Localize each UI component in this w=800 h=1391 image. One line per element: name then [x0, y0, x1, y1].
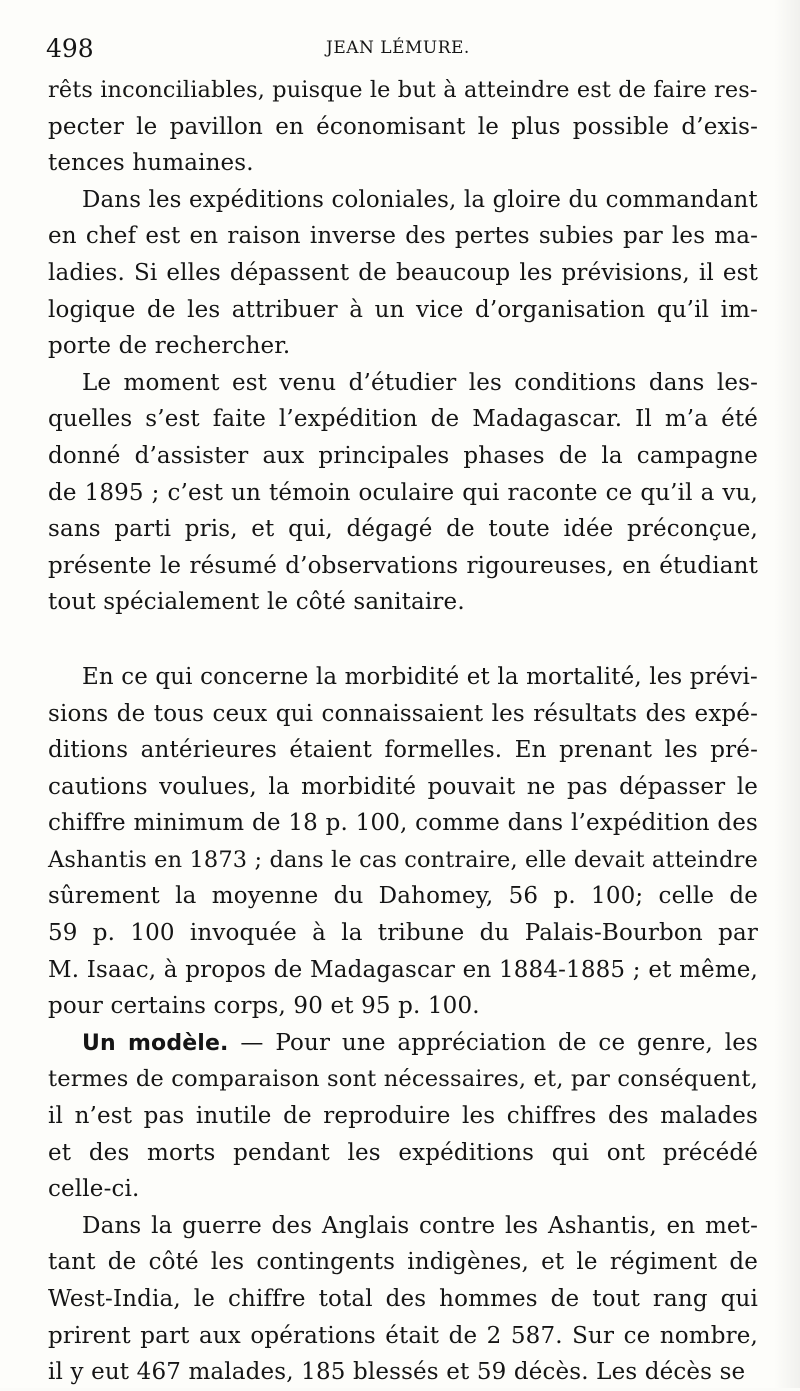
text-line: il n’est pas inutile de reproduire les chiffres des malades	[48, 1103, 758, 1130]
text-line: sûrement la moyenne du Dahomey, 56 p. 100; celle de	[48, 883, 758, 910]
text-line: ladies. Si elles dépassent de beaucoup les prévisions, il est	[48, 259, 758, 286]
page-number: 498	[46, 34, 94, 63]
paragraph-1	[48, 72, 758, 182]
text-line: porte de rechercher.	[48, 333, 291, 360]
page-edge-shadow	[774, 0, 800, 1388]
running-title: JEAN LÉMURE.	[326, 38, 470, 58]
text-run: — Pour une appréciation de ce genre, les	[228, 1029, 758, 1056]
text-line: Dans la guerre des Anglais contre les Ashantis, en met-	[82, 1212, 758, 1239]
text-line: Dans les expéditions coloniales, la gloire du commandant	[82, 186, 758, 213]
text-line: tences humaines.	[48, 150, 254, 177]
text-line: M. Isaac, à propos de Madagascar en 1884-1885 ; et même,	[48, 956, 758, 983]
text-line: présente le résumé d’observations rigoureuses, en étudiant	[48, 552, 758, 579]
text-line: Ashantis en 1873 ; dans le cas contraire, elle devait atteindre	[48, 846, 758, 873]
text-line: tant de côté les contingents indigènes, et le régiment de	[48, 1249, 758, 1276]
text-line	[48, 1025, 758, 1062]
text-line: sans parti pris, et qui, dégagé de toute idée préconçue,	[48, 516, 758, 543]
paragraph-2	[48, 182, 758, 365]
paragraph-6	[48, 1208, 758, 1391]
text-line: En ce qui concerne la morbidité et la mortalité, les prévi-	[82, 663, 758, 690]
text-line: et des morts pendant les expéditions qui ont précédé	[48, 1139, 758, 1166]
text-line: 59 p. 100 invoquée à la tribune du Palais-Bourbon par	[48, 920, 758, 947]
text-line: chiffre minimum de 18 p. 100, comme dans l’expédition des	[48, 810, 758, 837]
text-line: il y eut 467 malades, 185 blessés et 59 décès. Les décès se	[48, 1359, 746, 1386]
text-line: quelles s’est faite l’expédition de Madagascar. Il m’a été	[48, 406, 758, 433]
text-line: de 1895 ; c’est un témoin oculaire qui raconte ce qu’il a vu,	[48, 479, 758, 506]
text-body	[48, 72, 758, 1391]
text-line: celle-ci.	[48, 1176, 140, 1203]
text-line: en chef est en raison inverse des pertes subies par les ma-	[48, 223, 758, 250]
text-line: donné d’assister aux principales phases de la campagne	[48, 442, 758, 469]
text-line: pecter le pavillon en économisant le plus possible d’exis-	[48, 113, 758, 140]
paragraph-4	[48, 659, 758, 1025]
text-line: rêts inconciliables, puisque le but à atteindre est de faire res-	[48, 77, 758, 103]
text-line: logique de les attribuer à un vice d’organisation qu’il im-	[48, 296, 758, 323]
section-gap	[48, 621, 758, 659]
text-line: termes de comparaison sont nécessaires, et, par conséquent,	[48, 1066, 758, 1093]
running-head	[0, 34, 800, 64]
text-line: tout spécialement le côté sanitaire.	[48, 589, 465, 616]
text-line: West-India, le chiffre total des hommes de tout rang qui	[48, 1286, 758, 1312]
run-in-heading: Un modèle.	[82, 1030, 229, 1056]
text-line: Le moment est venu d’étudier les conditions dans les-	[82, 369, 758, 396]
text-line: pour certains corps, 90 et 95 p. 100.	[48, 993, 480, 1020]
text-line: cautions voulues, la morbidité pouvait ne pas dépasser le	[48, 773, 758, 800]
text-line: sions de tous ceux qui connaissaient les résultats des expé-	[48, 700, 758, 727]
paragraph-5	[48, 1025, 758, 1208]
text-line: prirent part aux opérations était de 2 587. Sur ce nombre,	[48, 1322, 758, 1349]
paragraph-3	[48, 365, 758, 621]
text-line: ditions antérieures étaient formelles. En prenant les pré-	[48, 737, 758, 764]
